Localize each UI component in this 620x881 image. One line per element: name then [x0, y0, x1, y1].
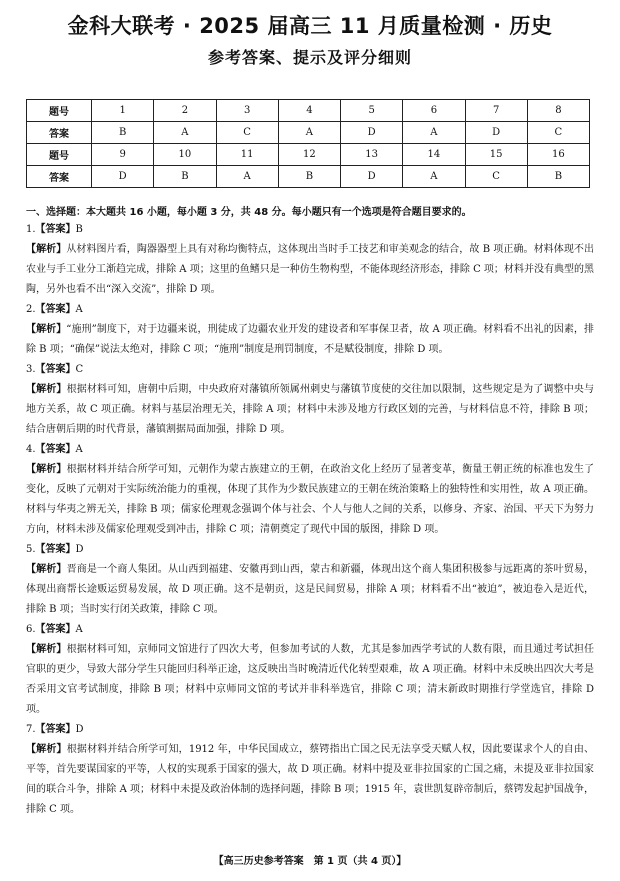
answer-header: 答案 — [27, 122, 92, 144]
table-row — [27, 144, 590, 166]
question-answer — [26, 620, 594, 640]
table-cell: B — [92, 122, 154, 144]
analysis-text: 从材料图片看，陶器器型上具有对称均衡特点，这体现出当时手工技艺和审美观念的结合，故 B 项正确。材料体现不出农业与手工业分工渐趋完成，排除 A 项；这里的鱼鳍只是一种仿生物构型，不能体现经济形态，排除 C 项；材料并没有典型的黑陶，另外也看不出“深入交流”，排除 D 项。 — [26, 244, 594, 295]
table-cell: B — [278, 166, 340, 188]
answer-tag: 【答案】 — [35, 624, 76, 635]
table-cell: 3 — [216, 100, 278, 122]
table-cell: 13 — [341, 144, 403, 166]
table-cell: 8 — [527, 100, 589, 122]
answer-value: A — [75, 624, 83, 635]
answer-value: D — [75, 724, 84, 735]
table-cell: D — [92, 166, 154, 188]
question-number: 2. — [26, 304, 36, 315]
table-row — [27, 166, 590, 188]
question-answer — [26, 440, 594, 460]
table-row — [27, 122, 590, 144]
table-cell: B — [527, 166, 589, 188]
table-cell: B — [154, 166, 216, 188]
answer-tag: 【答案】 — [35, 444, 76, 455]
table-cell: 7 — [465, 100, 527, 122]
table-cell: 6 — [403, 100, 465, 122]
table-cell: D — [341, 166, 403, 188]
table-cell: A — [278, 122, 340, 144]
answer-value: A — [75, 444, 83, 455]
answer-tag: 【答案】 — [35, 724, 76, 735]
answer-value: A — [75, 304, 83, 315]
table-cell: 4 — [278, 100, 340, 122]
analysis-text: 晋商是一个商人集团。从山西到福建、安徽再到山西，蒙古和新疆，体现出这个商人集团积极参与远距离的茶叶贸易，体现出商帮长途贩运贸易发展，故 D 项正确。这不是朝贡，这是民间贸易，排除 A 项；材料看不出“被迫”，被迫卷入是近代，排除 B 项；当时实行闭关政策，排除 C 项。 — [26, 564, 595, 615]
table-cell: 2 — [154, 100, 216, 122]
question-number: 4. — [26, 444, 36, 455]
analysis-paragraph — [26, 240, 594, 300]
table-cell: 5 — [341, 100, 403, 122]
table-cell: C — [465, 166, 527, 188]
table-cell: A — [154, 122, 216, 144]
answer-table — [26, 99, 590, 188]
answer-tag: 【答案】 — [35, 224, 76, 235]
question-number: 1. — [26, 224, 36, 235]
section-heading: 一、选择题：本大题共 16 小题，每小题 3 分，共 48 分。每小题只有一个选项是符合题目要求的。 — [26, 207, 472, 218]
analysis-paragraph — [26, 740, 594, 820]
question-answer — [26, 720, 594, 740]
number-header: 题号 — [27, 144, 92, 166]
answer-tag: 【答案】 — [35, 364, 76, 375]
analysis-paragraph — [26, 320, 594, 360]
question-answer — [26, 360, 594, 380]
analysis-tag: 【解析】 — [26, 744, 67, 755]
question-answer — [26, 300, 594, 320]
table-cell: A — [216, 166, 278, 188]
table-cell: 11 — [216, 144, 278, 166]
answer-tag: 【答案】 — [35, 544, 76, 555]
answer-header: 答案 — [27, 166, 92, 188]
question-number: 7. — [26, 724, 36, 735]
answer-value: C — [75, 364, 84, 375]
analysis-paragraph — [26, 380, 594, 440]
answer-value: D — [75, 544, 84, 555]
answer-tag: 【答案】 — [35, 304, 76, 315]
table-cell: 12 — [278, 144, 340, 166]
table-cell: 14 — [403, 144, 465, 166]
table-cell: C — [527, 122, 589, 144]
table-cell: 9 — [92, 144, 154, 166]
answer-explanations — [26, 220, 594, 820]
question-answer — [26, 220, 594, 240]
page-title: 金科大联考 · 2025 届高三 11 月质量检测 · 历史 — [67, 14, 553, 38]
answer-value: B — [75, 224, 83, 235]
analysis-text: 根据材料可知，唐朝中后期，中央政府对藩镇所领属州刺史与藩镇节度使的交往加以限制，这些规定是为了调整中央与地方关系，故 C 项正确。材料与基层治理无关，排除 A 项；材料中未涉及地方行政区划的完善，与材料信息不符，排除 B 项；结合唐朝后期的时代背景，藩镇割据局面加强，排除 D 项。 — [26, 384, 595, 435]
analysis-paragraph — [26, 460, 594, 540]
table-row — [27, 100, 590, 122]
analysis-text: 根据材料可知，京师同文馆进行了四次大考，但参加考试的人数，尤其是参加西学考试的人数有限，而且通过考试担任官职的更少，导致大部分学生只能回归科举正途，这反映出当时晚清近代化转型艰难，故 A 项正确。材料中未反映出四次大考是否采用文官考试制度，排除 B 项；材料中京师同文馆的考试并非科举选官，排除 C 项；清末新政时期推行学堂选官，排除 D 项。 — [26, 644, 595, 715]
page-subtitle: 参考答案、提示及评分细则 — [207, 48, 412, 67]
table-cell: 10 — [154, 144, 216, 166]
question-number: 6. — [26, 624, 36, 635]
question-answer — [26, 540, 594, 560]
analysis-tag: 【解析】 — [26, 464, 67, 475]
analysis-tag: 【解析】 — [26, 384, 67, 395]
table-cell: 16 — [527, 144, 589, 166]
analysis-text: “施刑”制度下，对于边疆来说，刑徒成了边疆农业开发的建设者和军事保卫者，故 A 项正确。材料看不出礼的因素，排除 B 项；“确保”说法太绝对，排除 C 项；“施刑”制度是刑罚制度，不是赋役制度，排除 D 项。 — [26, 324, 594, 355]
table-cell: 1 — [92, 100, 154, 122]
analysis-tag: 【解析】 — [26, 324, 67, 335]
analysis-paragraph — [26, 640, 594, 720]
table-cell: D — [341, 122, 403, 144]
table-cell: A — [403, 122, 465, 144]
analysis-tag: 【解析】 — [26, 244, 67, 255]
table-cell: C — [216, 122, 278, 144]
analysis-tag: 【解析】 — [26, 644, 67, 655]
analysis-paragraph — [26, 560, 594, 620]
analysis-text: 根据材料并结合所学可知，元朝作为蒙古族建立的王朝，在政治文化上经历了显著变革，衡量王朝正统的标准也发生了变化，反映了元朝对于实际统治能力的重视，体现了其作为少数民族建立的王朝在统治策略上的独特性和实用性，故 A 项正确。材料与华夷之辨无关，排除 B 项；儒家伦理观念强调个体与社会、个人与他人之间的关系，以修身、齐家、治国、平天下为努力方向，材料未涉及儒家伦理观受到冲击，排除 C 项；清朝奠定了现代中国的版图，排除 D 项。 — [26, 464, 595, 535]
analysis-tag: 【解析】 — [26, 564, 67, 575]
page-footer: 【高三历史参考答案 第 1 页（共 4 页）】 — [213, 856, 407, 867]
table-cell: D — [465, 122, 527, 144]
number-header: 题号 — [27, 100, 92, 122]
question-number: 5. — [26, 544, 36, 555]
question-number: 3. — [26, 364, 36, 375]
table-cell: 15 — [465, 144, 527, 166]
analysis-text: 根据材料并结合所学可知，1912 年，中华民国成立，蔡锷指出亡国之民无法享受天赋人权，因此要谋求个人的自由、平等，首先要谋国家的平等，人权的实现系于国家的强大，故 D 项正确。材料中提及亚非拉国家的亡国之痛，未提及亚非拉国家间的联合斗争，排除 A 项；材料中未提及政治体制的选择问题，排除 B 项；1915 年，袁世凯复辟帝制后，蔡锷发起护国战争，排除 C 项。 — [26, 744, 594, 815]
table-cell: A — [403, 166, 465, 188]
